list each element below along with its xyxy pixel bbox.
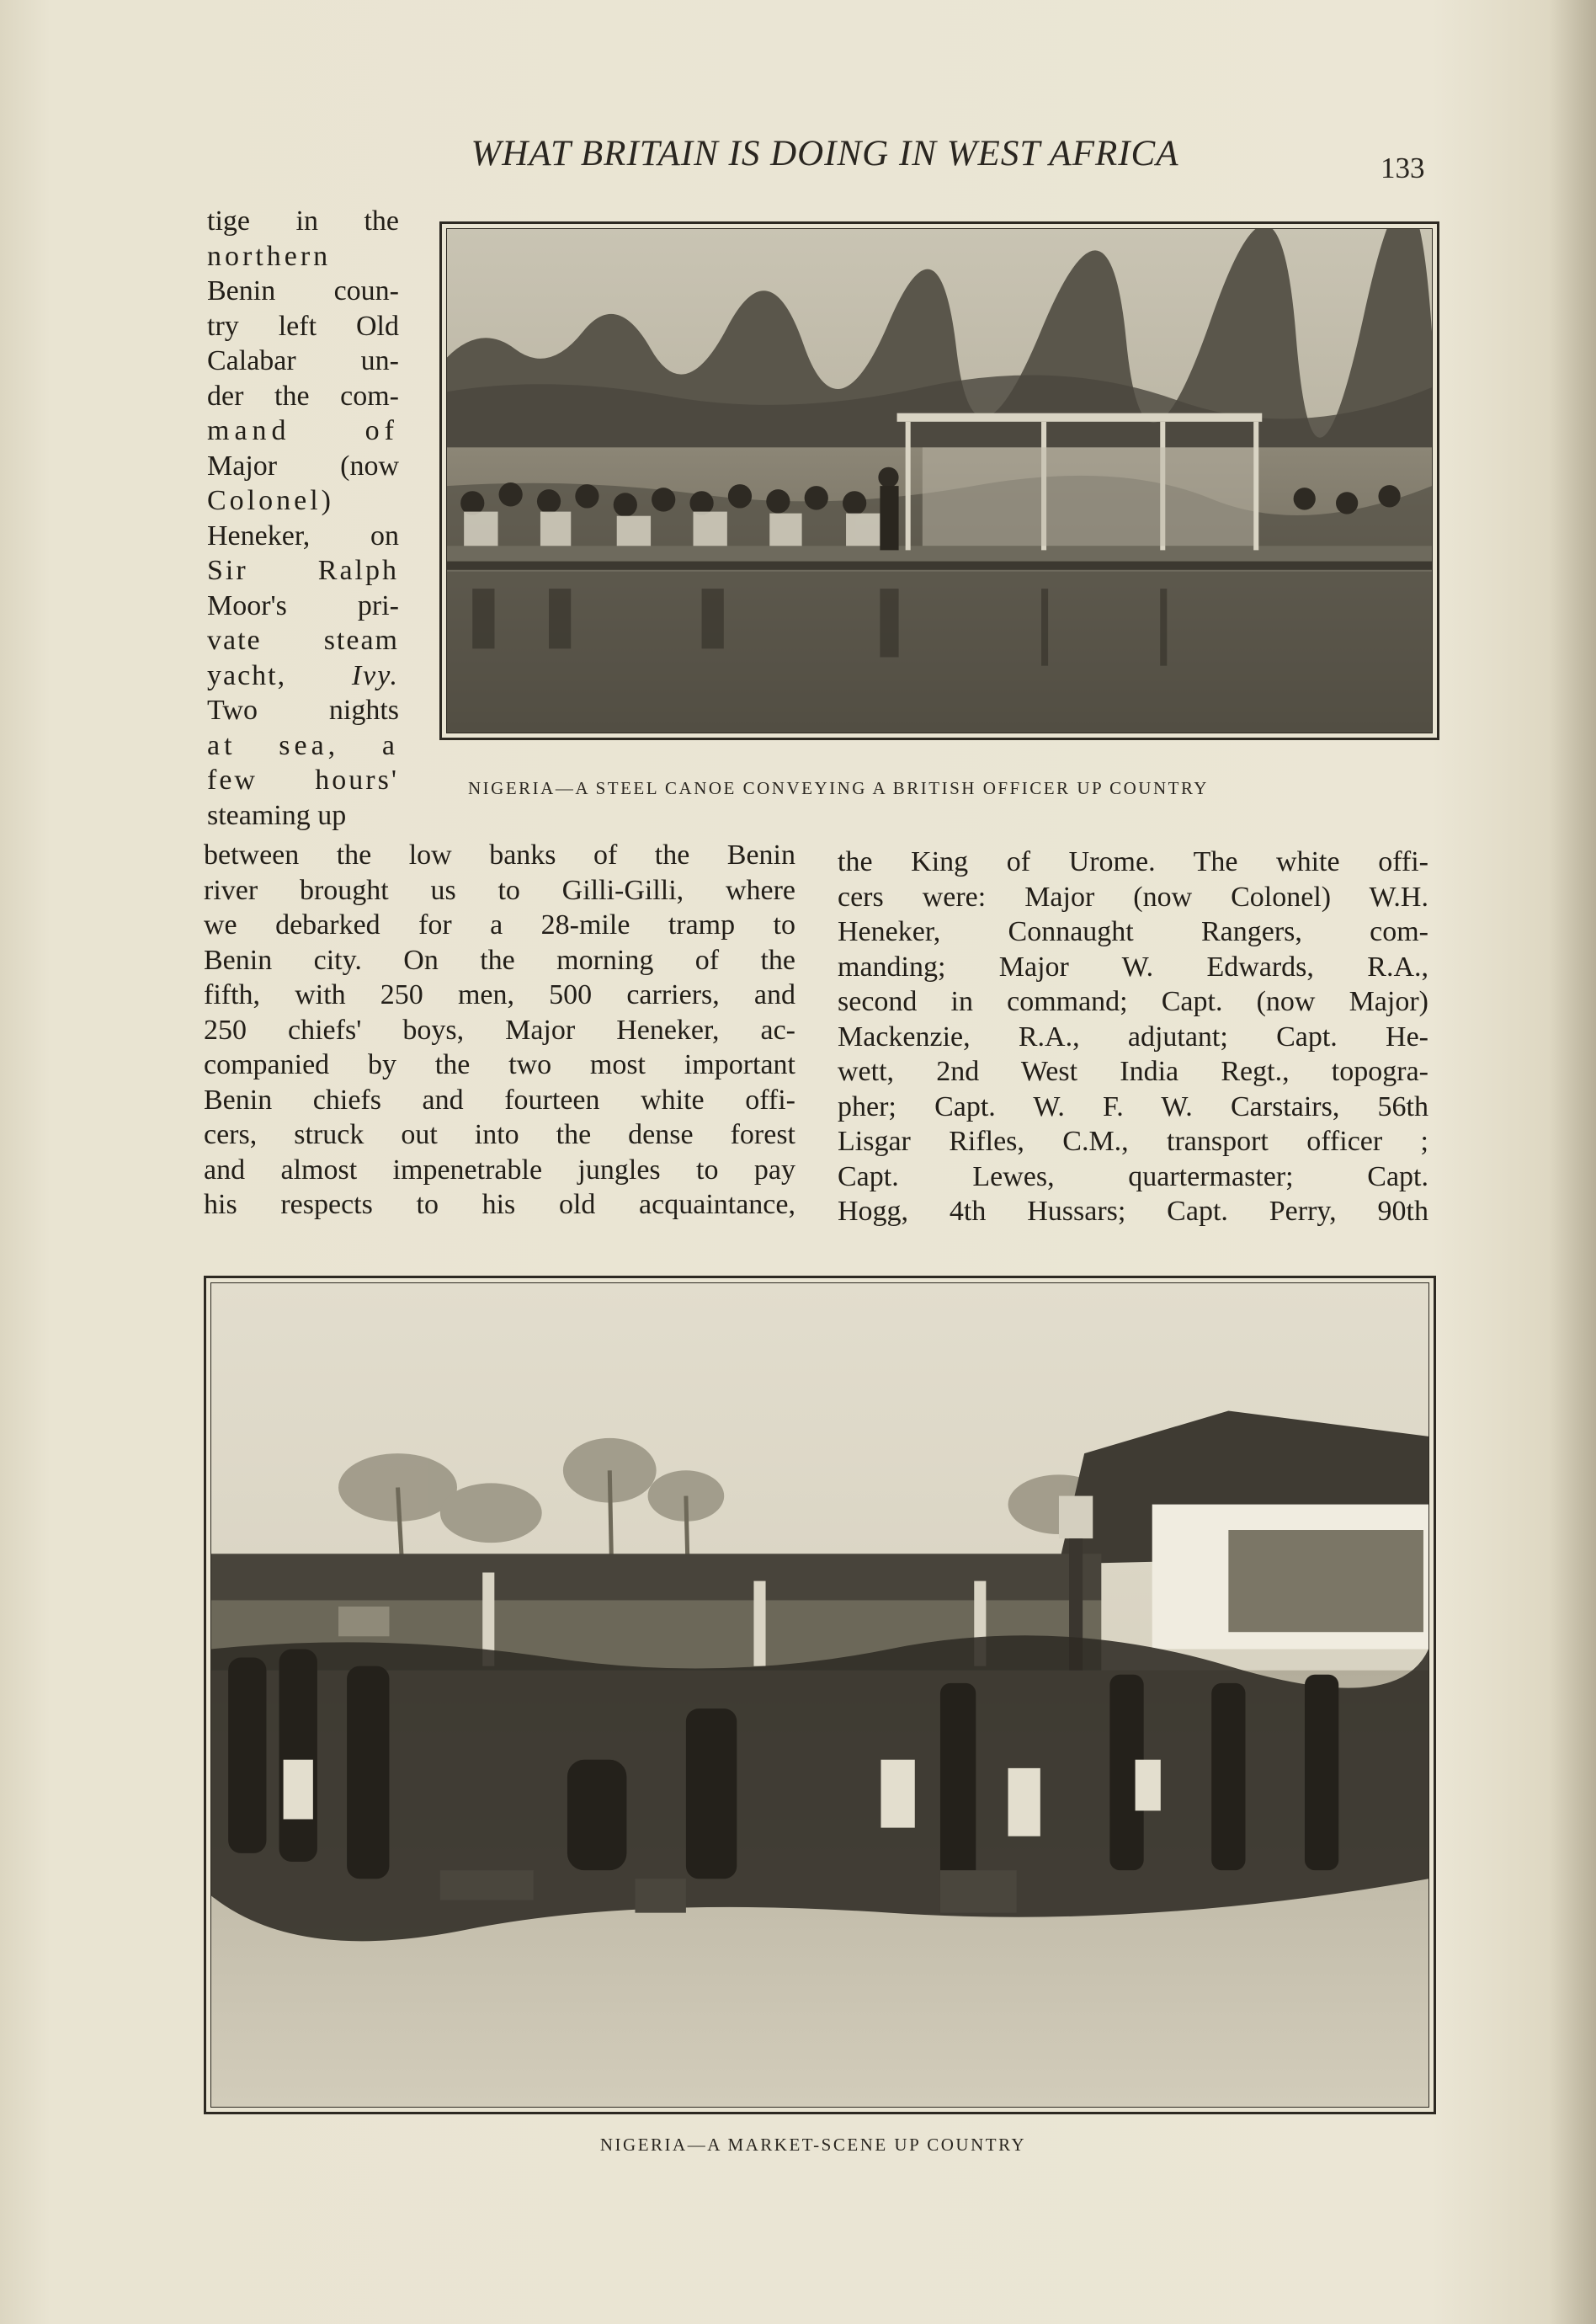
text-line: river brought us to Gilli-Gilli, where: [204, 874, 795, 906]
market-photo-image: [211, 1283, 1428, 2107]
text-line: Heneker, on: [207, 520, 399, 552]
text-line: Benin chiefs and fourteen white offi-: [204, 1084, 795, 1116]
running-title: WHAT BRITAIN IS DOING IN WEST AFRICA: [471, 134, 1179, 173]
text-line: Sir Ralph: [207, 555, 399, 586]
text-line: der the com-: [207, 380, 399, 412]
text-line: Heneker, Connaught Rangers, com-: [838, 916, 1428, 947]
text-line: 250 chiefs' boys, Major Heneker, ac-: [204, 1014, 795, 1046]
text-line: cers were: Major (now Colonel) W.H.: [838, 881, 1428, 913]
text-line: we debarked for a 28-mile tramp to: [204, 909, 795, 941]
text-line: Benin coun-: [207, 275, 399, 306]
text-line: tige in the: [207, 205, 399, 237]
text-line: Two nights: [207, 695, 399, 726]
text-line: wett, 2nd West India Regt., topogra-: [838, 1056, 1428, 1087]
text-line: Colonel): [207, 485, 334, 516]
text-line: Moor's pri-: [207, 589, 399, 621]
text-line: steaming up: [207, 799, 347, 831]
right-text-column: [838, 845, 1428, 1229]
market-photograph: [204, 1276, 1436, 2114]
bottom-figure-caption: NIGERIA—A MARKET-SCENE UP COUNTRY: [599, 2135, 1027, 2155]
narrow-text-column: [207, 204, 399, 833]
text-line: cers, struck out into the dense forest: [204, 1119, 795, 1150]
text-line: his respects to his old acquaintance,: [204, 1189, 795, 1220]
text-line: northern: [207, 240, 332, 272]
text-line: fifth, with 250 men, 500 carriers, and: [204, 979, 795, 1010]
text-line: pher; Capt. W. F. W. Carstairs, 56th: [838, 1090, 1428, 1122]
text-line: second in command; Capt. (now Major): [838, 986, 1428, 1017]
text-line: Lisgar Rifles, C.M., transport officer ;: [838, 1126, 1428, 1157]
text-line-italic-ship-name: yacht, Ivy.: [207, 659, 399, 691]
text-line: few hours': [207, 765, 399, 796]
text-line: Major (now: [207, 450, 399, 482]
text-line: vate steam: [207, 625, 399, 656]
page-edge-shadow: [1549, 0, 1596, 2324]
text-line: mand of: [207, 415, 399, 446]
text-line: between the low banks of the Benin: [204, 840, 795, 871]
text-line: Calabar un-: [207, 345, 399, 376]
page-number: 133: [1381, 152, 1425, 184]
text-line: Mackenzie, R.A., adjutant; Capt. He-: [838, 1021, 1428, 1053]
text-line: Capt. Lewes, quartermaster; Capt.: [838, 1160, 1428, 1192]
text-line: Hogg, 4th Hussars; Capt. Perry, 90th: [838, 1196, 1428, 1227]
top-figure-caption: NIGERIA—A STEEL CANOE CONVEYING A BRITISH OFFICER UP COUNTRY: [468, 778, 1209, 798]
text-line: companied by the two most important: [204, 1049, 795, 1080]
text-line: the King of Urome. The white offi-: [838, 846, 1428, 877]
text-line: try left Old: [207, 310, 399, 342]
canoe-photograph: [439, 221, 1439, 740]
left-text-column: [204, 838, 795, 1223]
text-line: and almost impenetrable jungles to pay: [204, 1154, 795, 1186]
text-line: Benin city. On the morning of the: [204, 944, 795, 976]
text-line: at sea, a: [207, 729, 399, 761]
canoe-photo-image: [447, 229, 1432, 733]
text-line: manding; Major W. Edwards, R.A.,: [838, 951, 1428, 983]
